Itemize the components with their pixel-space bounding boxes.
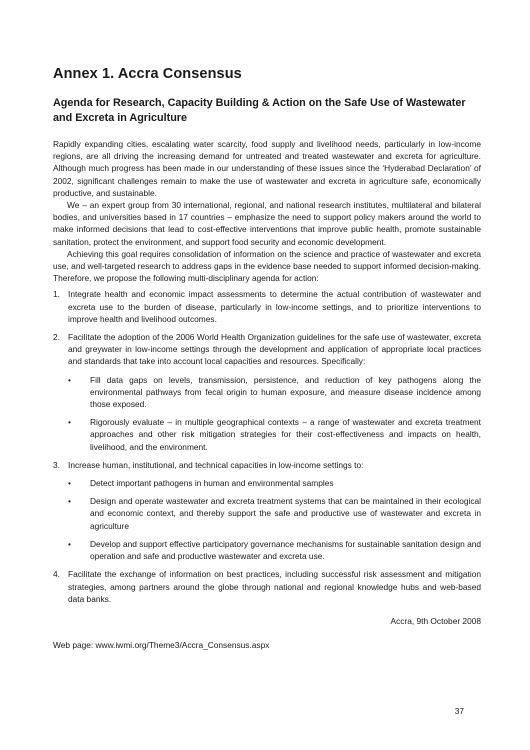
bullet-icon: • [68,374,71,385]
agenda-item-2 [53,331,481,453]
expert-group-paragraph: We – an expert group from 30 international, regional, and national research institutes, multilateral and bilateral bodies, and universities based in 17 countries – emphasize the need to support policy makers around the world to make informed decisions that lead to cost-effective interventions that improve public health, promote sustainable sanitation, protect the environment, and support food security and economic development. [53,200,481,247]
page-number: 37 [454,706,464,716]
agenda-item-4 [53,568,481,605]
sub-item [68,477,481,489]
sub-item-text: Detect important pathogens in human and environmental samples [90,478,334,489]
document-page [53,66,481,651]
sub-item [68,374,481,411]
agenda-item-1 [53,288,481,325]
agenda-subtitle: Agenda for Research, Capacity Building & Action on the Safe Use of Wastewater and Excreta in Agriculture [53,97,466,124]
item-number: 4. [53,569,60,580]
bullet-icon: • [68,496,71,507]
intro-paragraph: Rapidly expanding cities, escalating water scarcity, food supply and livelihood needs, particularly in low-income regions, are all driving the increasing demand for untreated and treated wastewater and excreta for agriculture. Although much progress has been made in our understanding of these issues since the ‘Hyderabad Declaration’ of 2002, significant challenges remain to make the use of wastewater and excreta in agriculture safe, economically productive, and sustainable. [53,139,481,198]
sub-list [68,374,481,453]
sub-item [68,538,481,562]
web-page-reference: Web page: www.iwmi.org/Theme3/Accra_Consensus.aspx [53,639,270,650]
signoff-date: Accra, 9th October 2008 [390,615,481,626]
sub-item [68,416,481,453]
bullet-icon: • [68,478,71,489]
goal-paragraph: Achieving this goal requires consolidation of information on the science and practice of wastewater and excreta use, and well-targeted research to address gaps in the evidence base needed to support informed decision-making. Therefore, we propose the following multi-disciplinary agenda for action: [53,248,481,284]
sub-list [68,477,481,562]
sub-item [68,495,481,532]
item-text: Increase human, institutional, and technical capacities in low-income settings to: [68,459,364,470]
agenda-list [53,288,481,604]
item-text: Integrate health and economic impact assessments to determine the actual contribution of wastewater and excreta use to the burden of disease, particularly in low-income settings, and to prioritize interventions to improve health and livelihood outcomes. [68,289,481,324]
bullet-icon: • [68,417,71,428]
annex-title: Annex 1. Accra Consensus [53,66,242,82]
item-text: Facilitate the adoption of the 2006 World Health Organization guidelines for the safe use of wastewater, excreta and greywater in low-income settings through the development and application of appropriate local practices and standards that take into account local capacities and resources. Specifically: [68,332,481,367]
bullet-icon: • [68,538,71,549]
sub-item-text: Rigorously evaluate – in multiple geographical contexts – a range of wastewater and excreta treatment approaches and other risk mitigation strategies for their cost-effectiveness and impacts on health, livelihood, and the environment. [90,417,481,452]
sub-item-text: Fill data gaps on levels, transmission, persistence, and reduction of key pathogens along the environmental pathways from fecal origin to human exposure, and measure disease incidence among those exposed. [90,374,481,410]
item-text: Facilitate the exchange of information on best practices, including successful risk assessment and mitigation strategies, among partners around the globe through national and regional knowledge hubs and web-based data banks. [68,569,481,604]
item-number: 2. [53,332,60,343]
item-number: 1. [53,289,60,300]
agenda-item-3 [53,459,481,562]
item-number: 3. [53,459,60,470]
sub-item-text: Design and operate wastewater and excreta treatment systems that can be maintained in their ecological and economic context, and thereby support the safe and productive use of wastewater and excreta in agriculture [90,496,481,531]
sub-item-text: Develop and support effective participatory governance mechanisms for sustainable sanitation design and operation and safe and productive wastewater and excreta use. [90,538,481,562]
